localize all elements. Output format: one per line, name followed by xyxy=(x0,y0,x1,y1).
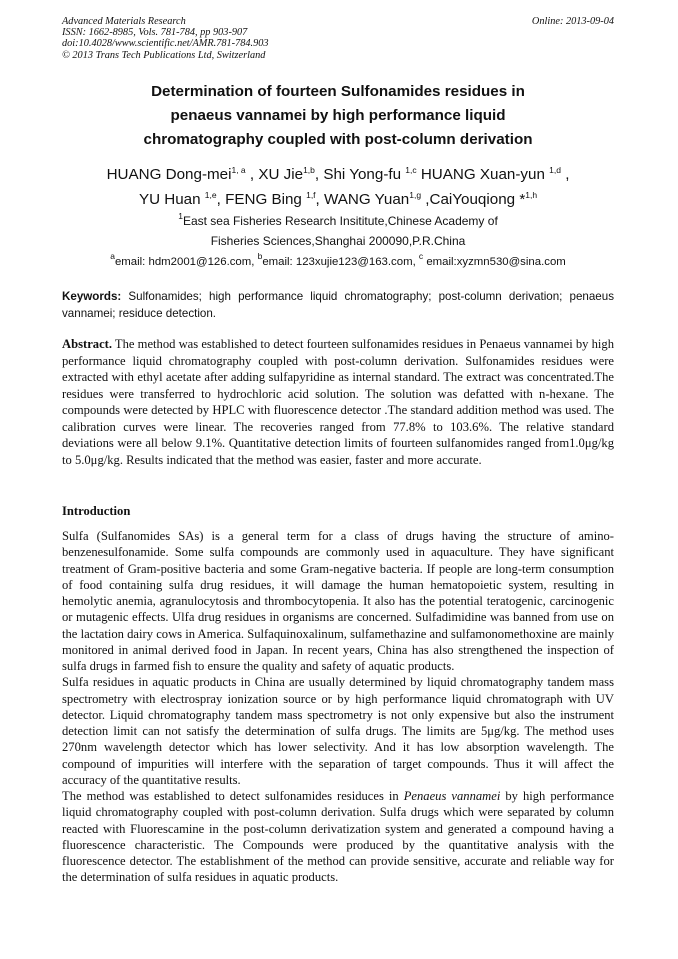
title-line-1: Determination of fourteen Sulfonamides residues in xyxy=(151,83,525,100)
author-name: ,CaiYouqiong * xyxy=(421,191,526,208)
abstract-label: Abstract. xyxy=(62,337,113,351)
title-line-3: chromatography coupled with post-column derivation xyxy=(143,131,533,148)
journal-doi: doi:10.4028/www.scientific.net/AMR.781-784.903 xyxy=(62,38,269,50)
email-sup: a xyxy=(110,251,115,261)
affiliation xyxy=(62,211,614,251)
email-sup: c xyxy=(418,251,424,261)
species-name: Penaeus vannamei xyxy=(403,789,501,803)
introduction-body xyxy=(62,528,614,886)
author-affil-sup: 1,h xyxy=(525,190,538,200)
author-name: , XU Jie xyxy=(245,166,304,183)
intro-p3-text: by high performance liquid chromatography coupled with post-column derivation. Sulfa drugs which were separated by column reacted with Fluorescamine in the post-column derivatization system and generated a compound having a fluorescence characteristic. The Compounds were produced by the quantitative analysis with the fluorescence detector. The establishment of the method can provide sensitive, accurate and reliable way for the determination of sulfa residues in aquatic products. xyxy=(62,789,614,885)
affiliation-line-1 xyxy=(62,211,614,231)
author-name: , WANG Yuan xyxy=(315,191,410,208)
email-link[interactable]: email: 123xujie123@163.com, xyxy=(262,256,419,268)
author-line-2 xyxy=(62,187,614,212)
author-line-1 xyxy=(62,162,614,187)
abstract xyxy=(62,336,614,468)
intro-p3-text: The method was established to detect sulfonamides residuces in xyxy=(62,789,404,803)
keywords xyxy=(62,289,614,322)
journal-name: Advanced Materials Research xyxy=(62,16,186,27)
section-heading-introduction: Introduction xyxy=(62,504,131,518)
email-link[interactable]: email: hdm2001@126.com, xyxy=(114,256,258,268)
author-affil-sup: 1,c xyxy=(405,165,417,175)
author-emails xyxy=(62,251,614,270)
author-affil-sup: 1,e xyxy=(204,190,217,200)
author-name: , FENG Bing xyxy=(216,191,307,208)
author-separator: , xyxy=(560,166,570,183)
keywords-text: Sulfonamides; high performance liquid chromatography; post-column derivation; penaeus vannamei; residuce detection. xyxy=(62,290,614,320)
intro-paragraph-3 xyxy=(62,788,614,886)
author-list xyxy=(62,162,614,212)
author-affil-sup: 1, a xyxy=(231,165,246,175)
journal-issn: ISSN: 1662-8985, Vols. 781-784, pp 903-907 xyxy=(62,27,248,39)
author-affil-sup: 1,d xyxy=(549,165,561,175)
email-link[interactable]: email:xyzmn530@sina.com xyxy=(423,256,566,268)
keywords-label: Keywords: xyxy=(62,290,122,303)
intro-paragraph-2: Sulfa residues in aquatic products in China are usually determined by liquid chromatography tandem mass spectrometry with electrospray ionization source or by high performance liquid chromatograph with UV detector. Liquid chromatography tandem mass spectrometry is not only expensive but also the instrument detection limit can not satisfy the determination of sulfa drugs. The limits are 5μg/kg. The method uses 270nm wavelength detector which has lower selectivity. And it has low absorption wavelength. The compound of impurities will interfere with the separation of target compounds. Thus it will affect the accuracy of the quantitative results. xyxy=(62,675,614,787)
abstract-text: The method was established to detect fourteen sulfonamides residues in Penaeus vannamei by high performance liquid chromatography coupled with post-column derivation. Sulfonamides residues were extracted with ethyl acetate after adding sulfapyridine as internal standard. The extract was concentrated.The residues were transferred to hydrochloric acid solution. The solution was defatted with n-hexane. The compounds were detected by HPLC with fluorescence detector .The standard addition method was used. The calibration curves were linear. The recoveries ranged from 77.8% to 103.6%. The relative standard deviations were all below 9.1%. Quantitative detection limits of fourteen sulfanomides ranged from1.0μg/kg to 5.0μg/kg. Results indicated that the method was easier, faster and more accurate. xyxy=(62,337,615,467)
online-date: Online: 2013-09-04 xyxy=(531,16,614,27)
journal-copyright: © 2013 Trans Tech Publications Ltd, Switzerland xyxy=(62,49,266,61)
author-affil-sup: 1,g xyxy=(409,190,422,200)
author-affil-sup: 1,f xyxy=(306,190,316,200)
author-name: HUANG Xuan-yun xyxy=(416,166,550,183)
author-name: HUANG Dong-mei xyxy=(106,166,232,183)
intro-paragraph-1: Sulfa (Sulfanomides SAs) is a general term for a class of drugs having the structure of amino-benzenesulfonamide. Some sulfa compounds are commonly used in aquaculture. They have significant treatment of Gram-positive bacteria and some Gram-negative bacteria. If people are long-term consumption of food containing sulfa drug residues, it will damage the human hematopoietic system, resulting in hemolytic anemia, agranulocytosis and thrombocytopenia. It also has the potential teratogenic, carcinogenic or mutagenic effects. Ulfa drug residues in organisms are concerned. Sulfadimidine was banned from use on the lactation dairy cows in America. Sulfaquinoxalinum, sulfamethazine and sulfamonomethoxine are mainly monitored in animal derived food in Japan. In recent years, China has also strengthened the inspection of sulfa drugs in farmed fish to ensure the quality and safety of aquatic products. xyxy=(62,529,614,673)
author-name: , Shi Yong-fu xyxy=(314,166,406,183)
paper-title xyxy=(62,80,614,152)
affiliation-sup: 1 xyxy=(178,211,183,221)
affiliation-text: East sea Fisheries Research Insititute,Chinese Academy of xyxy=(182,214,498,228)
journal-header xyxy=(62,16,614,61)
author-name: YU Huan xyxy=(138,191,205,208)
author-affil-sup: 1,b xyxy=(303,165,315,175)
title-line-2: penaeus vannamei by high performance liquid xyxy=(170,107,506,124)
email-sup: b xyxy=(257,251,263,261)
affiliation-line-2: Fisheries Sciences,Shanghai 200090,P.R.China xyxy=(210,234,466,248)
